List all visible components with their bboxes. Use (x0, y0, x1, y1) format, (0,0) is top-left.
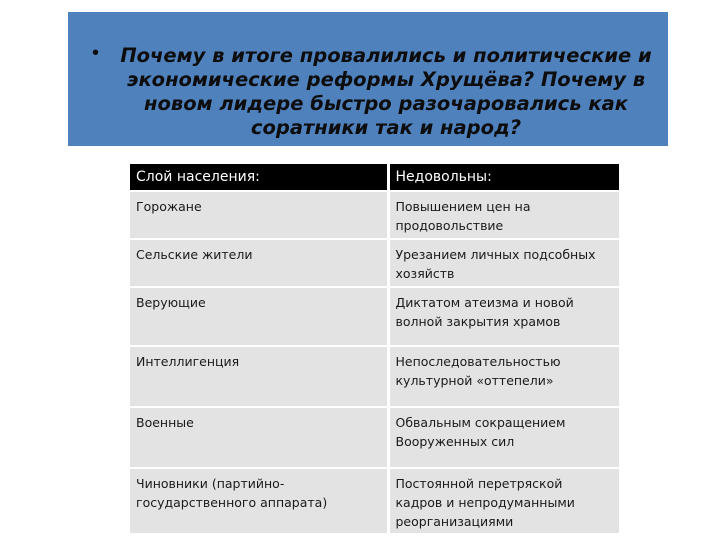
table-row (130, 468, 619, 534)
cell-layer: Военные (130, 407, 388, 468)
cell-layer: Горожане (130, 191, 388, 239)
header-population-layer: Слой населения: (130, 164, 388, 191)
cell-reason: Обвальным сокращением Вооруженных сил (388, 407, 619, 468)
cell-layer: Интеллигенция (130, 346, 388, 407)
table-row (130, 407, 619, 468)
table-row (130, 346, 619, 407)
slide-title: Почему в итоге провалились и политические и экономические реформы Хрущёва? Почему в новом лидере быстро разочаровались как соратники так и народ? (120, 44, 652, 139)
cell-layer: Сельские жители (130, 239, 388, 287)
cell-layer: Чиновники (партийно-государственного аппарата) (130, 468, 388, 534)
table-row (130, 287, 619, 346)
table-row (130, 191, 619, 239)
table-row (130, 239, 619, 287)
cell-reason: Повышением цен на продовольствие (388, 191, 619, 239)
header-dissatisfied-with: Недовольны: (388, 164, 619, 191)
cell-reason: Диктатом атеизма и новой волной закрытия храмов (388, 287, 619, 346)
cell-reason: Постоянной перетряской кадров и непродуманными реорганизациями (388, 468, 619, 534)
cell-layer: Верующие (130, 287, 388, 346)
dissatisfaction-table (130, 164, 619, 535)
cell-reason: Непоследовательностью культурной «оттепели» (388, 346, 619, 407)
table-header-row (130, 164, 619, 191)
cell-reason: Урезанием личных подсобных хозяйств (388, 239, 619, 287)
title-bullet: • (92, 42, 100, 64)
